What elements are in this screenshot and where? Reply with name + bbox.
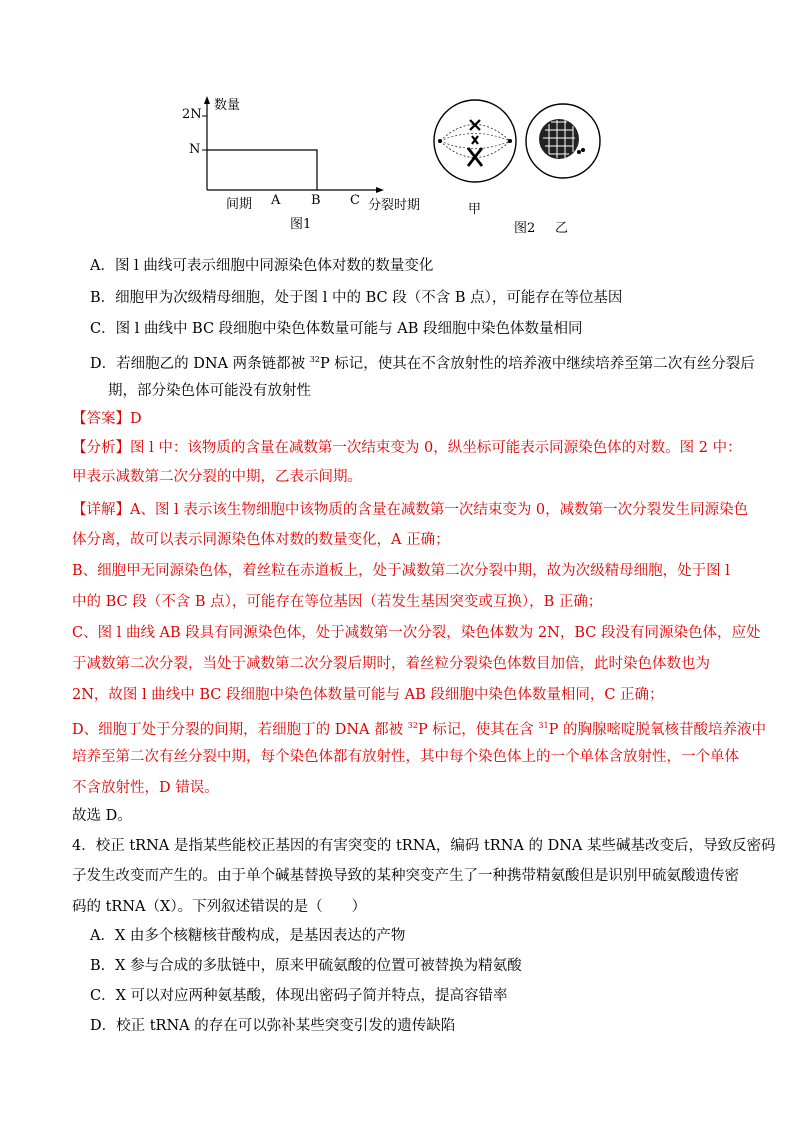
q3-detail-line4: 中的 BC 段（不含 B 点），可能存在等位基因（若发生基因突变或互换），B 正确；	[72, 594, 603, 610]
figure-1	[180, 92, 440, 232]
q3-detail-d-sup1: 32	[407, 721, 418, 730]
q3-detail-d-pre: D、细胞丁处于分裂的间期，若细胞丁的 DNA 都被	[72, 722, 408, 738]
cell-jia-label: 甲	[468, 202, 482, 217]
q3-detail-d-line3: 不含放射性，D 错误。	[72, 780, 219, 796]
x-label-b: B	[311, 193, 321, 208]
q3-analysis-line2: 甲表示减数第二次分裂的中期，乙表示间期。	[72, 469, 362, 485]
q3-detail-d-line2: 培养至第二次有丝分裂中期，每个染色体都有放射性，其中每个染色体上的一个单体含放射性，一个单体	[72, 749, 739, 765]
q3-answer: 【答案】D	[72, 411, 142, 427]
q3-detail-d-line1	[72, 716, 766, 740]
q3-detail-line6: 于减数第二次分裂，当处于减数第二次分裂后期时，着丝粒分裂染色体数目加倍，此时染色体数也为	[72, 656, 710, 672]
q3-detail-line5: C、图 l 曲线 AB 段具有同源染色体，处于减数第一次分裂，染色体数为 2N，BC 段没有同源染色体，应处	[72, 625, 761, 641]
q3-detail-d-post: P 的胸腺嘧啶脱氧核苷酸培养液中	[548, 722, 766, 738]
q3-option-d-line1	[90, 350, 755, 374]
q3-option-b: B．细胞甲为次级精母细胞，处于图 l 中的 BC 段（不含 B 点），可能存在等位基因	[90, 290, 623, 306]
q4-stem-line3: 码的 tRNA（X）。下列叙述错误的是（ ）	[72, 899, 367, 915]
q4-option-b: B．X 参与合成的多肽链中，原来甲硫氨酸的位置可被替换为精氨酸	[90, 958, 522, 974]
figure-1-caption: 图1	[290, 217, 312, 232]
q4-stem-line2: 子发生改变而产生的。由于单个碱基替换导致的某种突变产生了一种携带精氨酸但是识别甲硫氨酸遗传密	[72, 868, 739, 884]
q3-option-c: C．图 l 曲线中 BC 段细胞中染色体数量可能与 AB 段细胞中染色体数量相同	[90, 321, 583, 337]
curve-line	[207, 150, 317, 190]
y-tick-n-label: N	[189, 142, 201, 157]
q3-detail-line2: 体分离，故可以表示同源染色体对数的数量变化，A 正确；	[72, 532, 450, 548]
q3-detail-line3: B、细胞甲无同源染色体，着丝粒在赤道板上，处于减数第二次分裂中期，故为次级精母细胞，处于图 l	[72, 563, 730, 579]
y-axis-arrow	[204, 96, 210, 104]
figure-2	[430, 96, 610, 236]
x-axis-label: 分裂时期	[368, 198, 421, 213]
q4-option-c: C．X 可以对应两种氨基酸，体现出密码子简并特点，提高容错率	[90, 988, 508, 1004]
cell-yi	[523, 96, 603, 186]
x-axis-arrow	[376, 187, 384, 193]
x-label-c: C	[350, 193, 360, 208]
q4-option-a: A．X 由多个核糖核苷酸构成，是基因表达的产物	[90, 928, 406, 944]
cell-yi-label: 乙	[555, 221, 569, 236]
q3-option-a: A．图 l 曲线可表示细胞中同源染色体对数的数量变化	[90, 258, 434, 274]
cell-jia	[430, 96, 520, 186]
figure-2-caption: 图2	[514, 221, 536, 236]
q4-option-d: D．校正 tRNA 的存在可以弥补某些突变引发的遗传缺陷	[90, 1018, 456, 1034]
q3-conclusion: 故选 D。	[72, 808, 132, 824]
q3-analysis-line1: 【分析】图 l 中：该物质的含量在减数第一次结束变为 0，纵坐标可能表示同源染色体的对数。图 2 中：	[72, 440, 742, 456]
q3-option-d-text-post: P 标记，使其在不含放射性的培养液中继续培养至第二次有丝分裂后	[319, 356, 755, 372]
q4-stem-line1: 4．校正 tRNA 是指某些能校正基因的有害突变的 tRNA，编码 tRNA 的 DNA 某些碱基改变后，导致反密码	[72, 838, 776, 854]
q3-option-d-sup: 32	[309, 355, 320, 364]
q3-detail-line7: 2N，故图 l 曲线中 BC 段细胞中染色体数量可能与 AB 段细胞中染色体数量相同，C 正确；	[72, 687, 664, 703]
q3-option-d-text-pre: D．若细胞乙的 DNA 两条链都被	[90, 356, 310, 372]
y-tick-2n-label: 2N	[182, 107, 202, 122]
q3-detail-d-sup2: 31	[538, 721, 549, 730]
q3-detail-d-mid: P 标记，使其在含	[417, 722, 539, 738]
x-label-a: A	[271, 193, 281, 208]
q3-option-d-line2: 期，部分染色体可能没有放射性	[108, 383, 311, 399]
x-label-interphase: 间期	[226, 197, 253, 212]
y-axis-label: 数量	[214, 98, 241, 113]
q3-detail-line1: 【详解】A、图 l 表示该生物细胞中该物质的含量在减数第一次结束变为 0，减数第一次分裂发生同源染色	[72, 502, 749, 518]
